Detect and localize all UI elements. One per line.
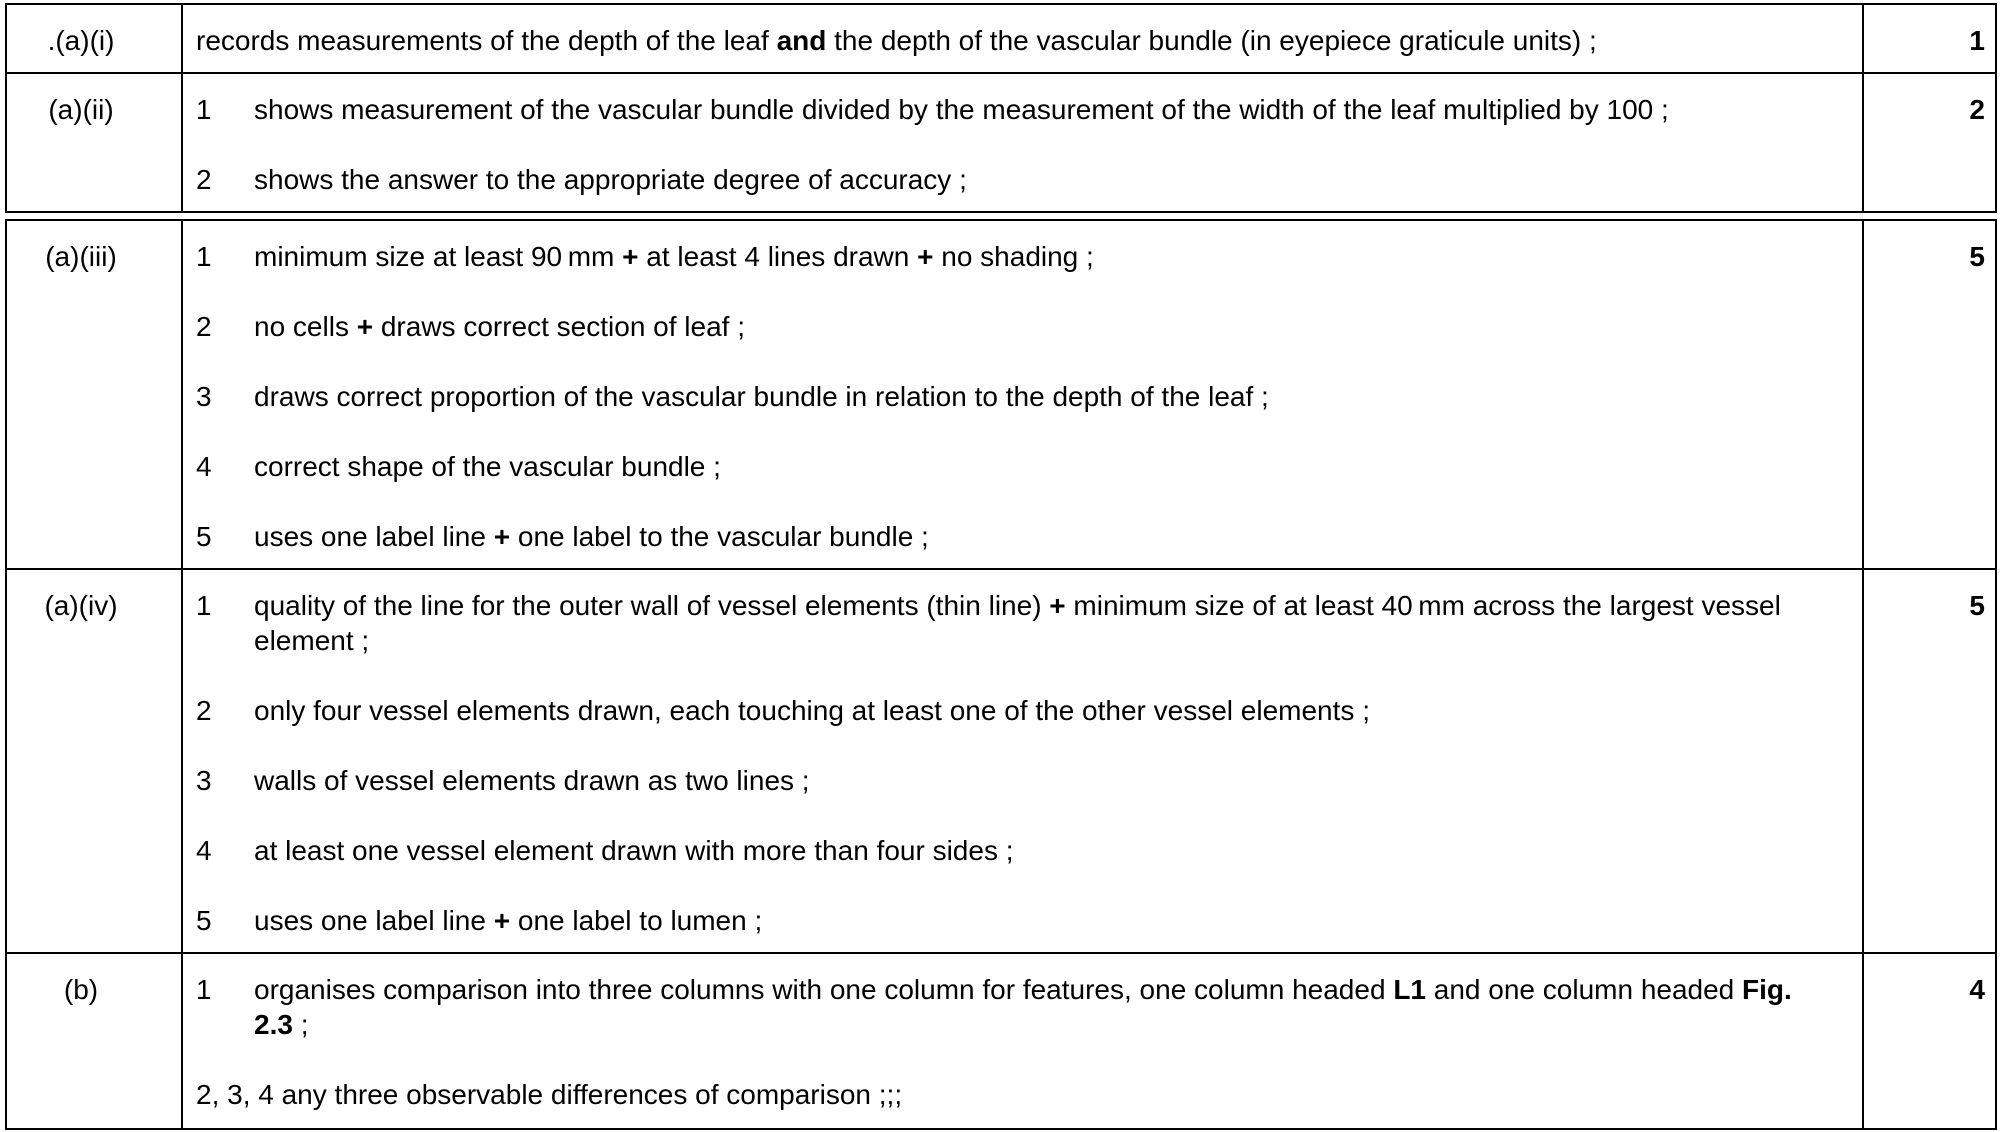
- table-row: [6, 953, 1996, 1129]
- answer-cell: [182, 4, 1863, 73]
- mark-scheme-table-bottom: [5, 219, 1997, 1130]
- marks-value: 2: [1863, 73, 1996, 212]
- answer-cell: [182, 953, 1863, 1129]
- table-row: [6, 569, 1996, 953]
- marks-value: 1: [1863, 4, 1996, 73]
- marks-value: 4: [1863, 953, 1996, 1129]
- marks-value: 5: [1863, 569, 1996, 953]
- answer-cell: [182, 220, 1863, 569]
- list-item: 2 shows the answer to the appropriate degree of accuracy ;: [196, 164, 967, 195]
- list-item: 1 shows measurement of the vascular bundle divided by the measurement of the width of the leaf multiplied by 100 ;: [196, 94, 1669, 125]
- list-item: 1 organises comparison into three columns with one column for features, one column headed L1 and one column headed Fig. 2.3 ;: [196, 974, 1792, 1040]
- list-item: 4 at least one vessel element drawn with more than four sides ;: [196, 835, 1014, 866]
- question-number: (a)(ii): [6, 73, 182, 212]
- list-item: 2 no cells + draws correct section of leaf ;: [196, 311, 746, 342]
- answer-cell: [182, 73, 1863, 212]
- list-item: 1 quality of the line for the outer wall of vessel elements (thin line) + minimum size of at least 40 mm across the largest vessel element ;: [196, 590, 1781, 656]
- mark-scheme-table-top: [5, 3, 1997, 213]
- question-number: (a)(iv): [6, 569, 182, 953]
- list-item: 2 only four vessel elements drawn, each touching at least one of the other vessel elements ;: [196, 695, 1370, 726]
- list-item: 1 minimum size at least 90 mm + at least 4 lines drawn + no shading ;: [196, 241, 1094, 272]
- list-item: 3 draws correct proportion of the vascular bundle in relation to the depth of the leaf ;: [196, 381, 1269, 412]
- marks-value: 5: [1863, 220, 1996, 569]
- question-number: (b): [6, 953, 182, 1129]
- question-number: .(a)(i): [6, 4, 182, 73]
- answer-cell: [182, 569, 1863, 953]
- list-item: 3 walls of vessel elements drawn as two lines ;: [196, 765, 810, 796]
- list-item: 5 uses one label line + one label to lumen ;: [196, 905, 763, 936]
- question-number: (a)(iii): [6, 220, 182, 569]
- list-item: 4 correct shape of the vascular bundle ;: [196, 451, 721, 482]
- table-row: [6, 220, 1996, 569]
- table-row: [6, 73, 1996, 212]
- list-item: 5 uses one label line + one label to the vascular bundle ;: [196, 521, 929, 552]
- answer-text: records measurements of the depth of the leaf and the depth of the vascular bundle (in eyepiece graticule units) ;: [196, 25, 1597, 56]
- list-item: 2, 3, 4 any three observable differences of comparison ;;;: [196, 1079, 903, 1110]
- table-row: [6, 4, 1996, 73]
